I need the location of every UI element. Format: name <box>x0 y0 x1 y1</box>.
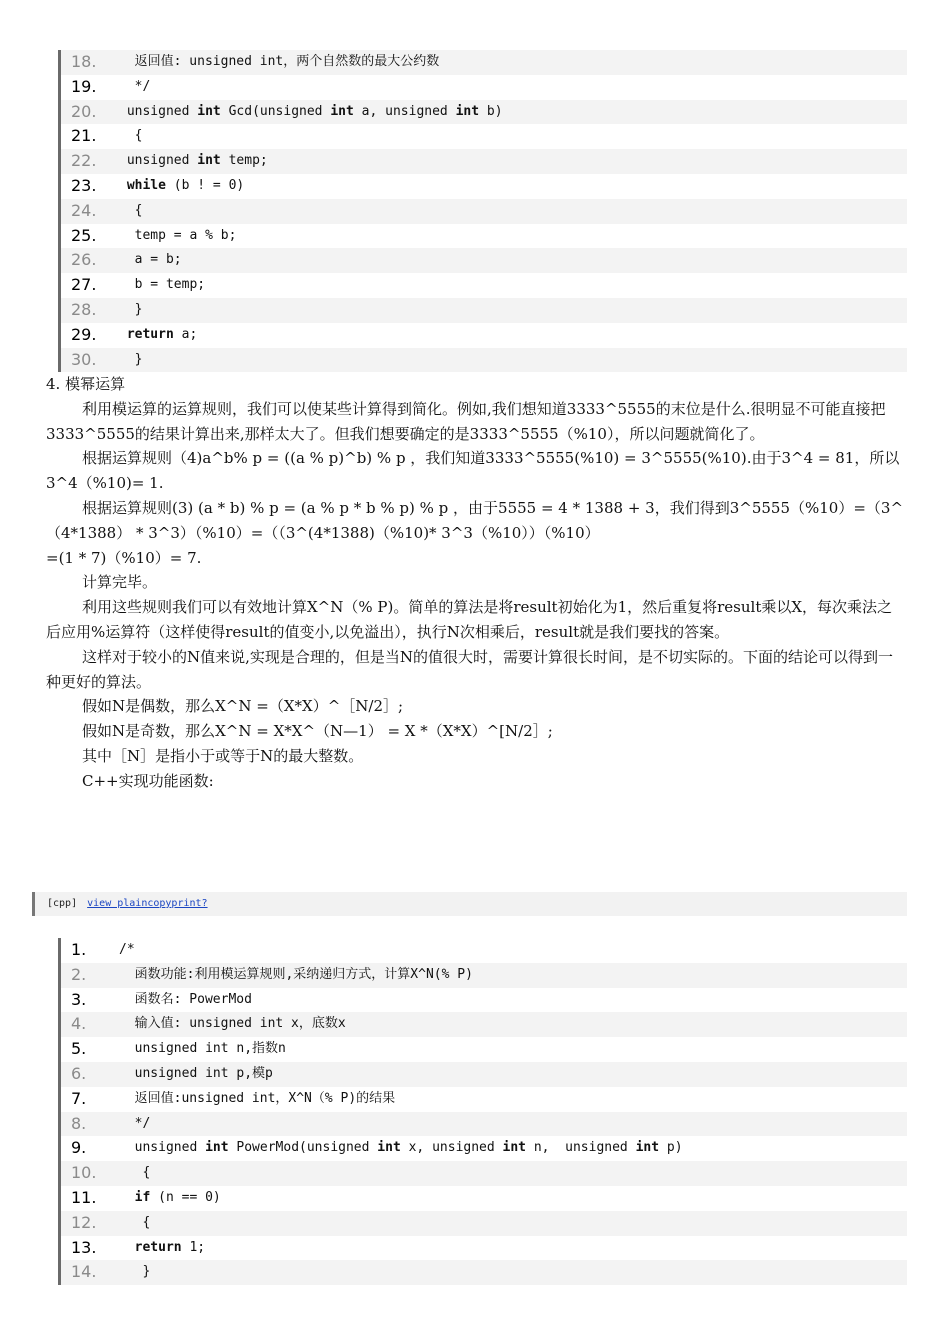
code-text: 返回值: unsigned int，两个自然数的最大公约数 <box>119 54 440 69</box>
paragraph: 根据运算规则(3) (a * b) % p = (a % p * b % p) % p ，由于5555 = 4 * 1388 + 3，我们得到3^5555（%10）=（3^（4*1388） * 3^3）（%10）=（（3^(4*1388)（%10)* 3^3（%10））（%10） <box>46 498 904 542</box>
code-text: unsigned int p,模p <box>119 1065 273 1081</box>
code-text: */ <box>119 78 151 94</box>
code-line <box>61 50 907 75</box>
code-line <box>61 298 907 323</box>
line-number: 10. <box>71 1163 97 1183</box>
code-line <box>61 149 907 174</box>
line-number: 26. <box>71 250 97 270</box>
line-number: 22. <box>71 151 97 171</box>
line-number: 19. <box>71 76 97 96</box>
code-text: unsigned int Gcd(unsigned int a, unsigned int b) <box>119 103 503 119</box>
code-text: unsigned int PowerMod(unsigned int x, unsigned int n, unsigned int p) <box>119 1140 683 1156</box>
code-text: 函数功能:利用模运算规则,采纳递归方式，计算X^N(% P) <box>119 966 473 982</box>
paragraph: 利用这些规则我们可以有效地计算X^N（% P)。简单的算法是将result初始化为1，然后重复将result乘以X，每次乘法之后应用%运算符（这样使得result的值变小,以免溢出），执行N次相乘后，result就是我们要找的答案。 <box>46 598 893 641</box>
code-text: { <box>119 202 143 218</box>
code-line <box>61 1012 907 1037</box>
section-heading: 4. 模幂运算 <box>46 375 126 393</box>
code-text: } <box>119 301 143 317</box>
code-line <box>61 273 907 298</box>
code-line <box>61 1161 907 1186</box>
line-number: 27. <box>71 275 97 295</box>
code-text: */ <box>119 1115 151 1131</box>
code-line <box>61 75 907 100</box>
line-number: 9. <box>71 1138 87 1158</box>
code-language-label: [cpp] <box>47 898 78 909</box>
line-number: 4. <box>71 1014 87 1034</box>
code-line <box>61 100 907 125</box>
code-line <box>61 1236 907 1261</box>
paragraphs <box>46 397 906 794</box>
line-number: 2. <box>71 964 87 984</box>
code-text: unsigned int temp; <box>119 153 268 169</box>
code-line <box>61 1136 907 1161</box>
line-number: 1. <box>71 940 87 959</box>
code-line <box>61 224 907 249</box>
code-line <box>61 1037 907 1062</box>
code-text: 返回值:unsigned int，X^N（% P)的结果 <box>119 1090 396 1106</box>
paragraph: 其中［N］是指小于或等于N的最大整数。 <box>82 746 364 765</box>
code-line <box>61 1087 907 1112</box>
code-text: { <box>119 128 143 144</box>
code-text: } <box>119 351 143 367</box>
code-text: b = temp; <box>119 277 206 293</box>
code-block-gcd <box>58 50 907 372</box>
code-line <box>61 1186 907 1211</box>
line-number: 30. <box>71 349 97 369</box>
code-text: temp = a % b; <box>119 227 237 243</box>
line-number: 6. <box>71 1063 87 1083</box>
paragraph: =(1 * 7)（%10）= 7. <box>46 548 202 567</box>
line-number: 5. <box>71 1039 87 1059</box>
paragraph: 假如N是奇数，那么X^N = X*X^（N—1） = X *（X*X）^[N/2］; <box>82 722 553 741</box>
line-number: 13. <box>71 1237 97 1257</box>
code-line <box>61 963 907 988</box>
code-text: 输入值: unsigned int x，底数x <box>119 1016 346 1032</box>
code-text: if (n == 0) <box>134 1189 221 1205</box>
code-line <box>61 124 907 149</box>
code-line <box>61 1211 907 1236</box>
line-number: 29. <box>71 324 97 344</box>
code-text: return 1; <box>134 1239 206 1255</box>
paragraph: 利用模运算的运算规则，我们可以使某些计算得到简化。例如,我们想知道3333^5555的末位是什么.很明显不可能直接把3333^5555的结果计算出来,那样太大了。但我们想要确定的是3333^5555（%10），所以问题就简化了。 <box>46 399 886 443</box>
code-text: /* <box>119 942 135 957</box>
article-text <box>46 372 906 794</box>
line-number: 25. <box>71 225 97 245</box>
code-text: while (b ! = 0) <box>126 177 245 193</box>
line-number: 20. <box>71 101 97 121</box>
code-text: { <box>119 1214 151 1230</box>
code-line <box>61 988 907 1013</box>
code-line <box>61 348 907 373</box>
line-number: 18. <box>71 52 97 71</box>
line-number: 3. <box>71 989 87 1009</box>
code-text: { <box>119 1165 151 1181</box>
code-line <box>61 174 907 199</box>
line-number: 28. <box>71 299 97 319</box>
code-line <box>61 248 907 273</box>
paragraph: C++实现功能函数: <box>82 771 214 790</box>
line-number: 23. <box>71 175 97 195</box>
paragraph: 根据运算规则（4)a^b% p = ((a % p)^b) % p ，我们知道3333^5555(%10) = 3^5555(%10).由于3^4 = 81，所以3^4（%10)= 1. <box>46 449 900 493</box>
code-line <box>61 323 907 348</box>
paragraph: 计算完毕。 <box>82 573 158 592</box>
code-line <box>61 1260 907 1285</box>
code-line <box>61 1062 907 1087</box>
code-text: a = b; <box>119 252 182 268</box>
line-number: 12. <box>71 1212 97 1232</box>
code-line <box>61 199 907 224</box>
line-number: 7. <box>71 1088 87 1108</box>
line-number: 14. <box>71 1262 97 1282</box>
line-number: 8. <box>71 1113 87 1133</box>
line-number: 21. <box>71 126 97 146</box>
code-line <box>61 938 907 963</box>
paragraph: 这样对于较小的N值来说,实现是合理的，但是当N的值很大时，需要计算很长时间，是不切实际的。下面的结论可以得到一种更好的算法。 <box>46 647 894 691</box>
code-text: unsigned int n,指数n <box>119 1041 286 1057</box>
code-toolbar <box>32 892 907 916</box>
paragraph: 假如N是偶数，那么X^N =（X*X）^［N/2］; <box>82 697 404 716</box>
line-number: 11. <box>71 1187 97 1207</box>
code-text: } <box>119 1264 151 1280</box>
code-line <box>61 1112 907 1137</box>
view-plain-copy-print-link[interactable]: view plaincopyprint? <box>87 898 208 909</box>
code-block-powermod <box>58 938 907 1285</box>
code-text: return a; <box>126 326 198 342</box>
code-text: 函数名: PowerMod <box>119 991 252 1007</box>
line-number: 24. <box>71 200 97 220</box>
